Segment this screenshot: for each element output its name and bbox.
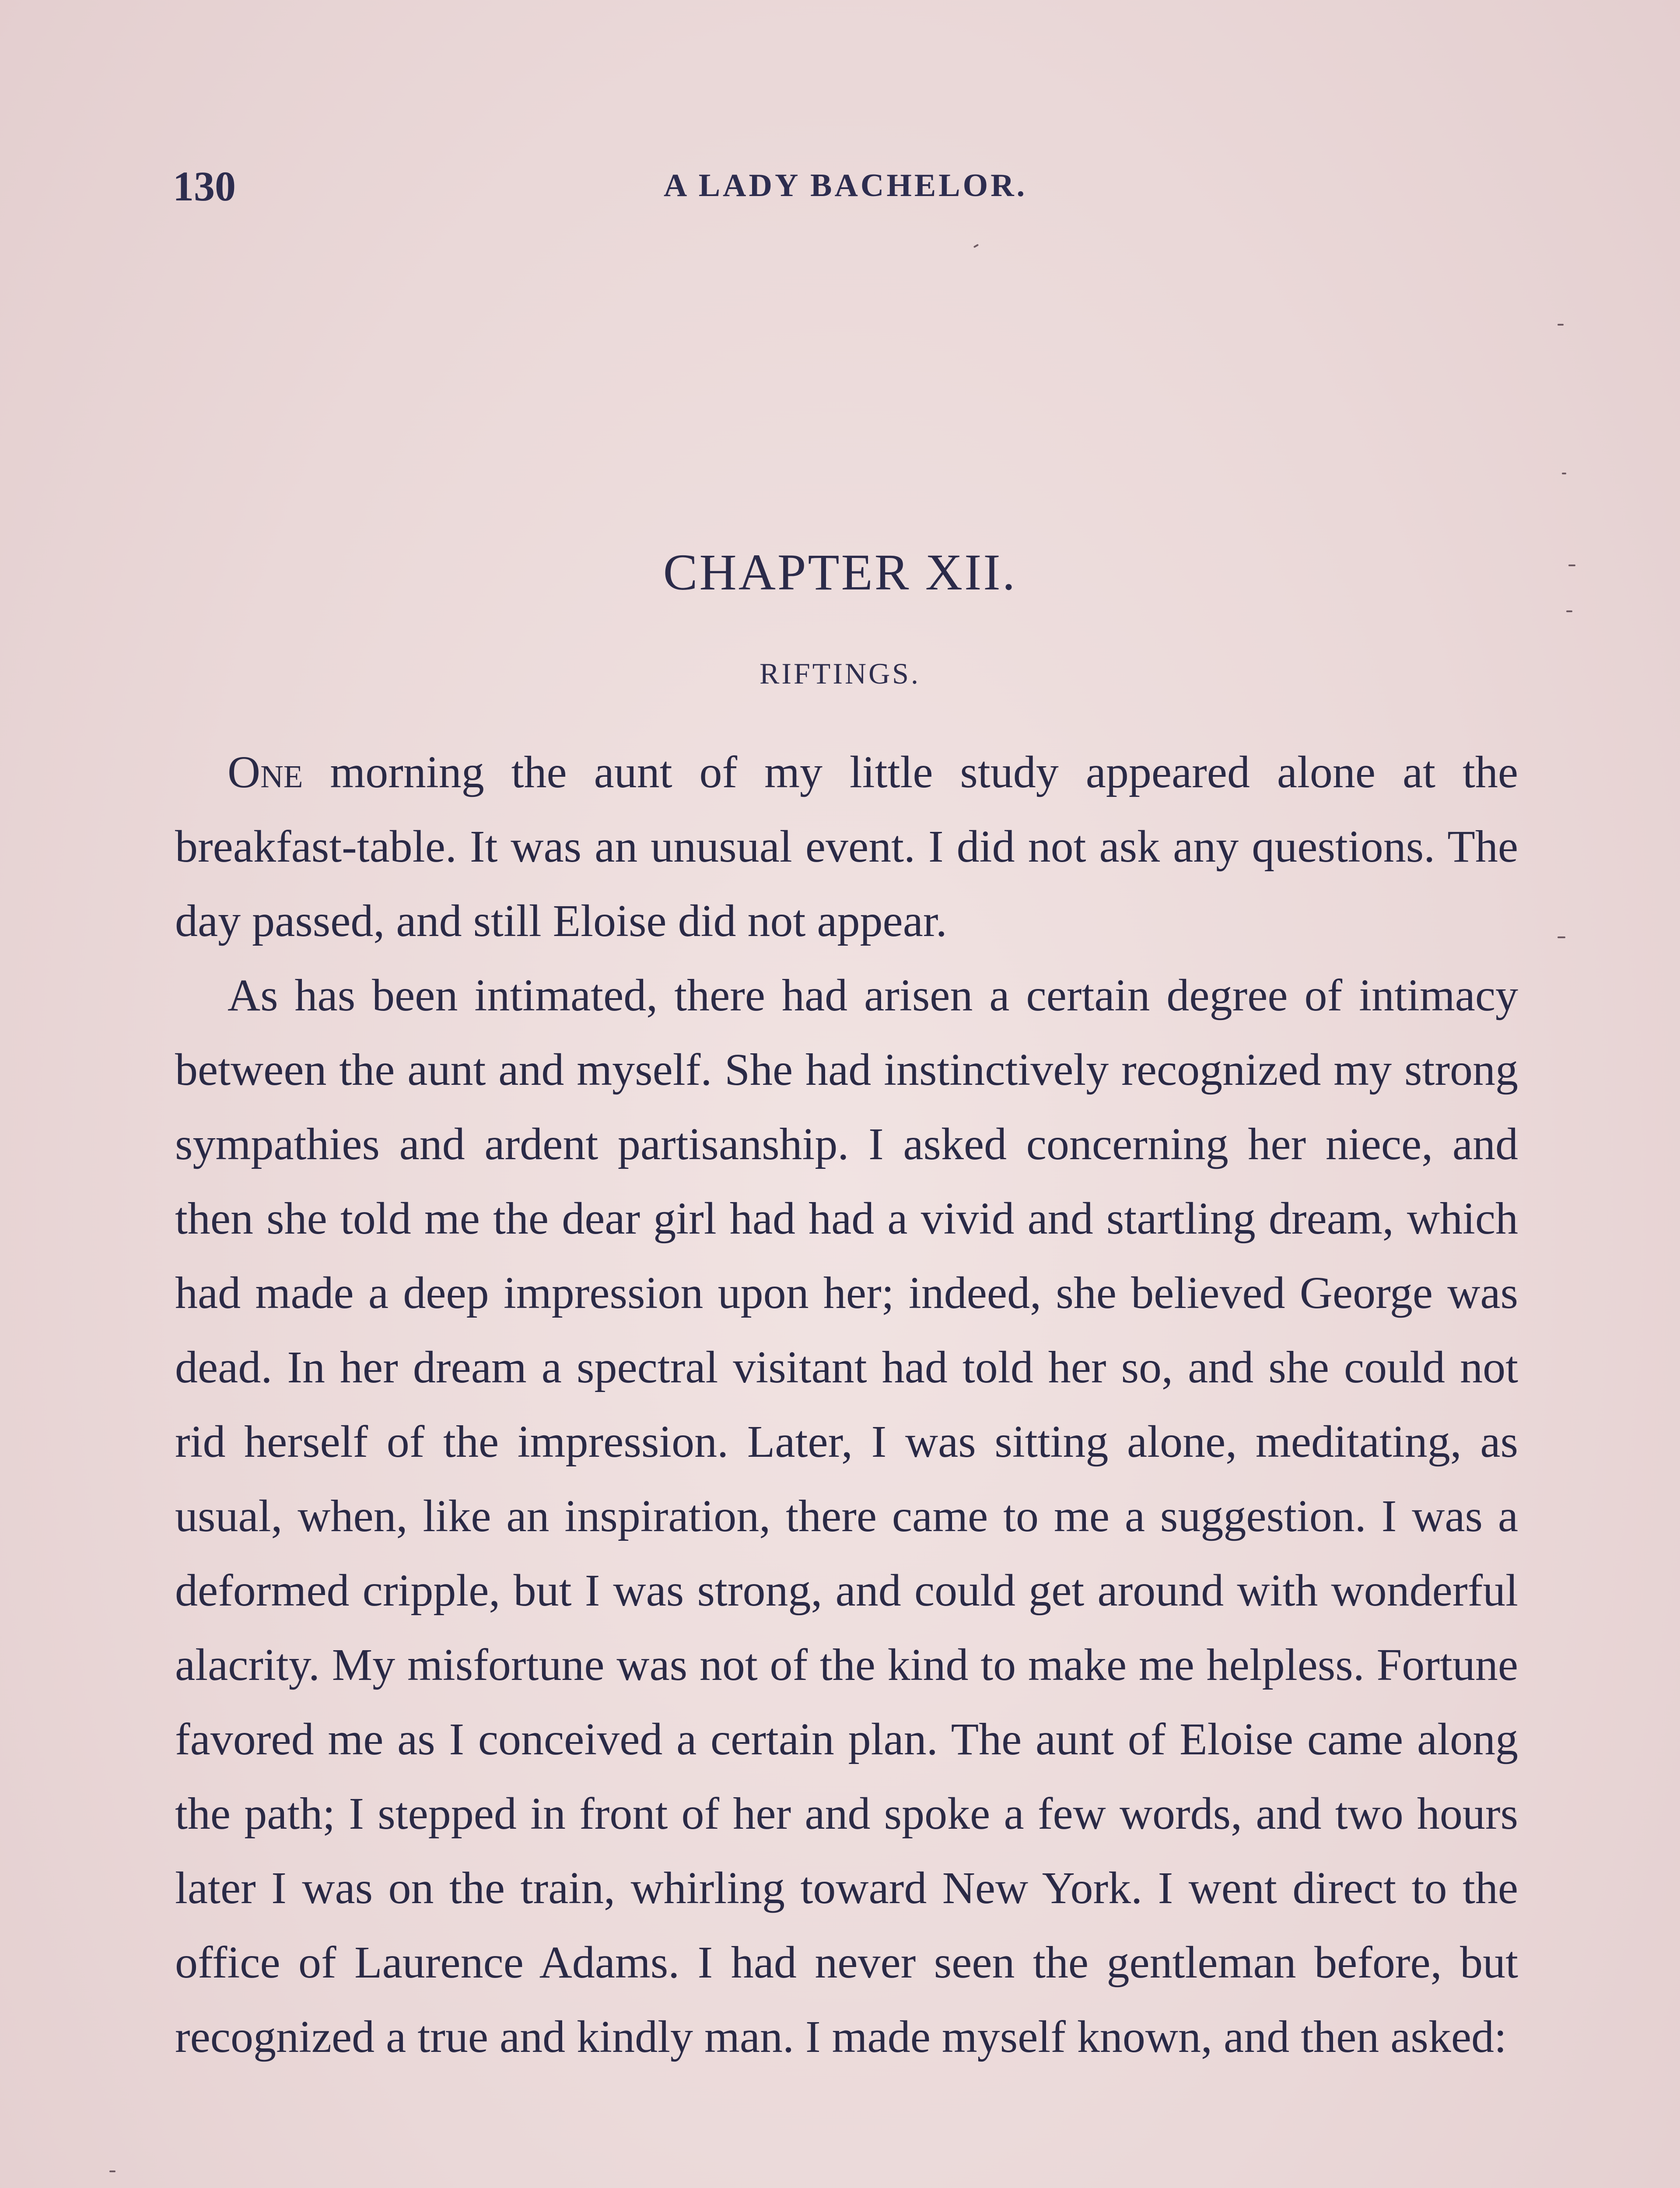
body-text — [175, 735, 1518, 2074]
page-header — [173, 162, 1518, 214]
chapter-subtitle: RIFTINGS. — [759, 657, 921, 690]
paper-speck — [1566, 610, 1572, 612]
paragraph-2: As has been intimated, there had arisen a certain degree of intimacy between the aunt and myself. She had instinctively recognized my strong sympathies and ardent partisanship. I asked concerning her niece, and then she told me the dear girl had had a vivid and startling dream, which had made a deep impression upon her; indeed, she believed George was dead. In her dream a spectral visitant had told her so, and she could not rid herself of the impression. Later, I was sitting alone, meditating, as usual, when, like an inspiration, there came to me a suggestion. I was a deformed cripple, but I was strong, and could get around with wonderful alacrity. My misfortune was not of the kind to make me helpless. Fortune favored me as I conceived a certain plan. The aunt of Eloise came along the path; I stepped in front of her and spoke a few words, and two hours later I was on the train, whirling toward New York. I went direct to the office of Laurence Adams. I had never seen the gentleman before, but recognized a true and kindly man. I made myself known, and then asked: — [175, 970, 1518, 2062]
chapter-title: CHAPTER XII. — [663, 543, 1017, 601]
paragraph-1-text: morning the aunt of my little study appeared alone at the breakfast-table. It was an unusual event. I did not ask any questions. The day passed, and still Eloise did not appear. — [175, 747, 1518, 946]
page-number: 130 — [173, 163, 236, 210]
paper-speck — [1558, 936, 1565, 938]
paper-speck — [1568, 565, 1575, 566]
paragraph-1 — [175, 735, 1518, 958]
paragraph-1-lead: One — [228, 747, 303, 797]
paper-speck — [1558, 324, 1564, 326]
running-head: A LADY BACHELOR. — [663, 168, 1028, 203]
paper-speck — [973, 244, 979, 248]
paper-speck — [109, 2170, 116, 2172]
paper-speck — [1562, 473, 1566, 474]
